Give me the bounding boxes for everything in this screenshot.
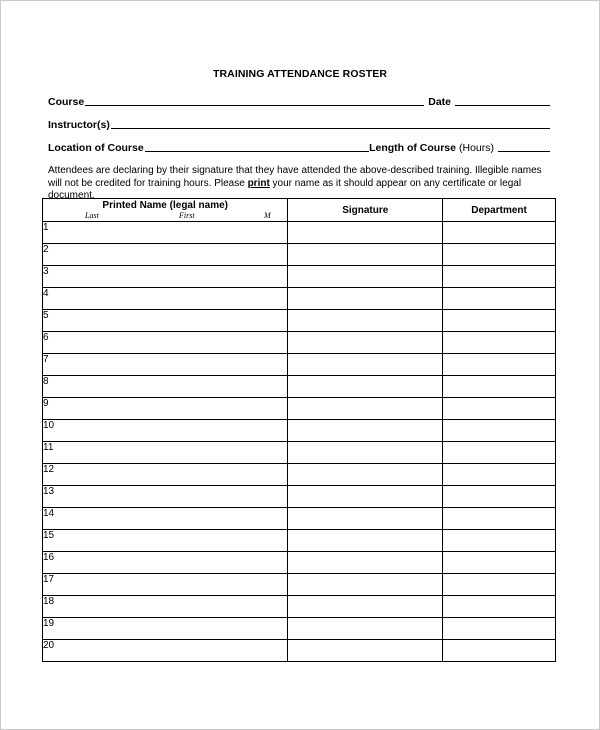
signature-cell[interactable] xyxy=(288,486,443,508)
signature-cell[interactable] xyxy=(288,288,443,310)
location-field[interactable] xyxy=(145,151,369,152)
form-title: TRAINING ATTENDANCE ROSTER xyxy=(212,68,388,80)
note-emphasis: print xyxy=(247,177,270,189)
table-header-row xyxy=(43,199,556,222)
header-printed-name xyxy=(43,199,288,222)
instructors-field[interactable] xyxy=(111,128,550,129)
table-row xyxy=(43,442,556,464)
middle-initial-subheading: M xyxy=(264,211,271,220)
department-cell[interactable] xyxy=(443,398,556,420)
signature-cell[interactable] xyxy=(288,618,443,640)
printed-name-cell[interactable]: 4 xyxy=(43,288,288,310)
signature-cell[interactable] xyxy=(288,420,443,442)
printed-name-cell[interactable]: 19 xyxy=(43,618,288,640)
signature-cell[interactable] xyxy=(288,640,443,662)
signature-cell[interactable] xyxy=(288,596,443,618)
department-cell[interactable] xyxy=(443,266,556,288)
date-field[interactable] xyxy=(455,105,550,106)
signature-cell[interactable] xyxy=(288,464,443,486)
length-field[interactable] xyxy=(498,151,550,152)
printed-name-cell[interactable]: 13 xyxy=(43,486,288,508)
table-row xyxy=(43,486,556,508)
department-cell[interactable] xyxy=(443,288,556,310)
instructors-row xyxy=(48,117,550,131)
note-text-2: your name as it should appear on any certificate or legal document. xyxy=(48,177,522,201)
signature-cell[interactable] xyxy=(288,574,443,596)
printed-name-cell[interactable]: 12 xyxy=(43,464,288,486)
length-unit: (Hours) xyxy=(458,142,494,154)
printed-name-cell[interactable]: 14 xyxy=(43,508,288,530)
printed-name-cell[interactable]: 15 xyxy=(43,530,288,552)
department-cell[interactable] xyxy=(443,552,556,574)
printed-name-cell[interactable]: 7 xyxy=(43,354,288,376)
department-cell[interactable] xyxy=(443,420,556,442)
course-label: Course xyxy=(48,96,85,108)
department-cell[interactable] xyxy=(443,310,556,332)
printed-name-cell[interactable]: 6 xyxy=(43,332,288,354)
table-row xyxy=(43,530,556,552)
department-cell[interactable] xyxy=(443,442,556,464)
note-text-1: Attendees are declaring by their signature that they have attended the above-described training. Illegible names will not be credited for training hours. Please xyxy=(48,165,542,189)
table-row xyxy=(43,354,556,376)
table-row xyxy=(43,332,556,354)
department-cell[interactable] xyxy=(443,530,556,552)
table-row xyxy=(43,398,556,420)
course-row xyxy=(48,94,550,108)
table-row xyxy=(43,376,556,398)
printed-name-cell[interactable]: 2 xyxy=(43,244,288,266)
signature-cell[interactable] xyxy=(288,332,443,354)
table-row xyxy=(43,640,556,662)
department-cell[interactable] xyxy=(443,574,556,596)
department-cell[interactable] xyxy=(443,332,556,354)
table-row xyxy=(43,288,556,310)
signature-cell[interactable] xyxy=(288,222,443,244)
department-cell[interactable] xyxy=(443,486,556,508)
department-cell[interactable] xyxy=(443,618,556,640)
printed-name-cell[interactable]: 20 xyxy=(43,640,288,662)
attendance-note xyxy=(48,165,553,203)
roster-table xyxy=(42,198,556,662)
department-cell[interactable] xyxy=(443,508,556,530)
header-department: Department xyxy=(443,199,556,222)
printed-name-cell[interactable]: 18 xyxy=(43,596,288,618)
table-row xyxy=(43,508,556,530)
table-row xyxy=(43,618,556,640)
printed-name-cell[interactable]: 1 xyxy=(43,222,288,244)
signature-cell[interactable] xyxy=(288,552,443,574)
table-row xyxy=(43,222,556,244)
signature-cell[interactable] xyxy=(288,244,443,266)
first-name-subheading: First xyxy=(179,211,195,220)
department-cell[interactable] xyxy=(443,640,556,662)
last-name-subheading: Last xyxy=(85,211,99,220)
department-cell[interactable] xyxy=(443,354,556,376)
department-cell[interactable] xyxy=(443,244,556,266)
signature-cell[interactable] xyxy=(288,354,443,376)
signature-cell[interactable] xyxy=(288,398,443,420)
printed-name-cell[interactable]: 9 xyxy=(43,398,288,420)
table-row xyxy=(43,574,556,596)
signature-cell[interactable] xyxy=(288,310,443,332)
signature-cell[interactable] xyxy=(288,530,443,552)
department-cell[interactable] xyxy=(443,376,556,398)
instructors-label: Instructor(s) xyxy=(48,119,110,131)
printed-name-cell[interactable]: 17 xyxy=(43,574,288,596)
location-label: Location of Course xyxy=(48,142,144,154)
location-row xyxy=(48,140,550,154)
table-row xyxy=(43,266,556,288)
table-row xyxy=(43,420,556,442)
printed-name-heading: Printed Name (legal name) xyxy=(102,200,228,211)
printed-name-cell[interactable]: 10 xyxy=(43,420,288,442)
date-label: Date xyxy=(428,96,451,108)
header-signature: Signature xyxy=(288,199,443,222)
signature-cell[interactable] xyxy=(288,508,443,530)
table-row xyxy=(43,552,556,574)
table-row xyxy=(43,596,556,618)
printed-name-cell[interactable]: 5 xyxy=(43,310,288,332)
table-row xyxy=(43,464,556,486)
table-row xyxy=(43,310,556,332)
department-cell[interactable] xyxy=(443,222,556,244)
department-cell[interactable] xyxy=(443,596,556,618)
signature-cell[interactable] xyxy=(288,442,443,464)
length-label: Length of Course xyxy=(369,142,456,154)
printed-name-cell[interactable]: 11 xyxy=(43,442,288,464)
signature-cell[interactable] xyxy=(288,376,443,398)
table-row xyxy=(43,244,556,266)
course-field[interactable] xyxy=(85,105,424,106)
printed-name-cell[interactable]: 16 xyxy=(43,552,288,574)
signature-cell[interactable] xyxy=(288,266,443,288)
printed-name-cell[interactable]: 3 xyxy=(43,266,288,288)
roster-body xyxy=(43,222,556,662)
department-cell[interactable] xyxy=(443,464,556,486)
printed-name-cell[interactable]: 8 xyxy=(43,376,288,398)
